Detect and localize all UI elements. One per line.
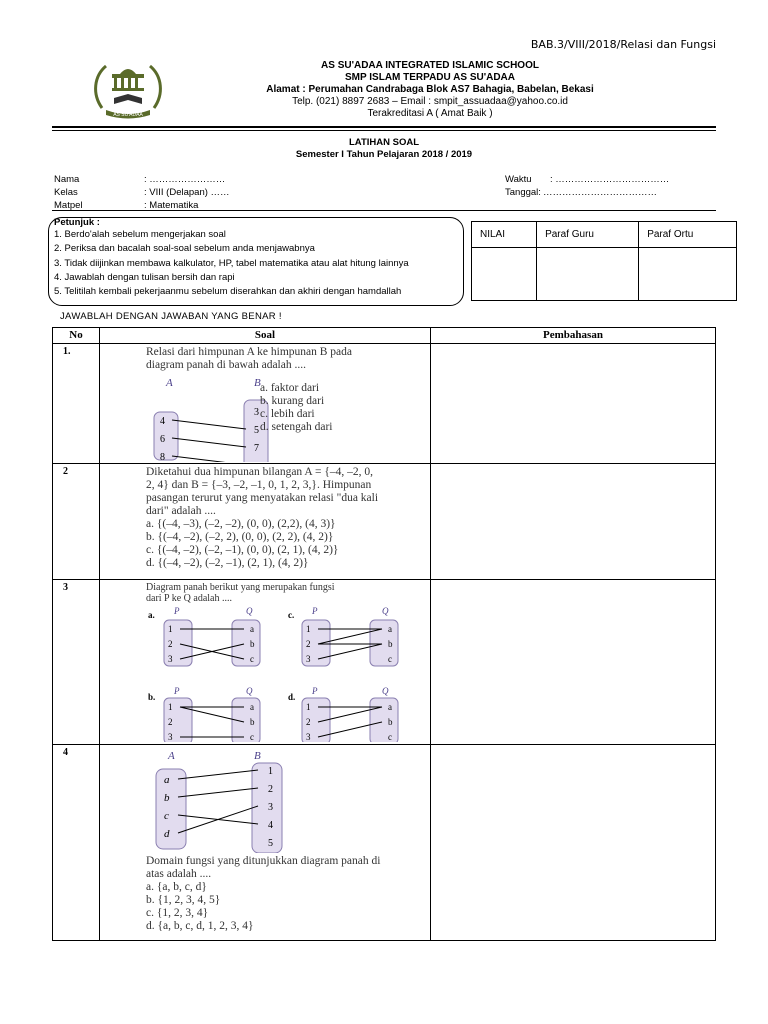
option: a. {a, b, c, d}	[146, 881, 207, 893]
option: d. {a, b, c, d, 1, 2, 3, 4}	[146, 920, 254, 932]
semester-line: Semester I Tahun Pelajaran 2018 / 2019	[295, 149, 473, 160]
petunjuk-item: 4. Jawablah dengan tulisan bersih dan rapi	[54, 272, 235, 283]
relation-arrows	[178, 770, 258, 833]
school-logo	[90, 58, 166, 122]
book-icon	[114, 94, 142, 104]
fields-rule	[52, 210, 716, 211]
school-accreditation: Terakreditasi A ( Amat Baik )	[367, 108, 493, 119]
question-text: 2, 4} dan B = {–3, –2, –1, 0, 1, 2, 3,}. Himpunan	[146, 479, 372, 491]
petunjuk-item: 2. Periksa dan bacalah soal-soal sebelum anda menjawabnya	[54, 243, 315, 254]
question-row	[53, 464, 716, 580]
question-text: Diketahui dua himpunan bilangan A = {–4, –2, 0,	[146, 466, 373, 478]
question-number: 3	[53, 580, 100, 745]
diagram-label: a.	[148, 610, 155, 620]
option: a. faktor dari	[260, 382, 320, 394]
svg-text:3: 3	[268, 802, 273, 813]
set-b-item: 5	[254, 425, 259, 436]
waktu-field[interactable]: : ………………………………	[550, 174, 670, 185]
school-name-1: AS SU'ADAA INTEGRATED ISLAMIC SCHOOL	[321, 60, 539, 71]
petunjuk-item: 3. Tidak diijinkan membawa kalkulator, HP, tabel matematika atau alat hitung lainnya	[54, 258, 409, 269]
svg-text:3: 3	[306, 732, 311, 742]
option: a. {(–4, –3), (–2, –2), (0, 0), (2,2), (4, 3)}	[146, 518, 336, 530]
kelas-label: Kelas	[54, 187, 78, 198]
school-name-2: SMP ISLAM TERPADU AS SU'ADAA	[345, 72, 515, 83]
header-rule	[52, 126, 716, 128]
nilai-header: NILAI	[472, 222, 537, 248]
kelas-field[interactable]: : VIII (Delapan) ……	[144, 187, 230, 198]
set-a-label: A	[168, 750, 175, 762]
no-header: No	[53, 328, 100, 344]
svg-text:3: 3	[306, 654, 311, 664]
svg-text:d: d	[164, 828, 170, 840]
question-number: 2	[53, 464, 100, 580]
svg-text:b: b	[250, 717, 255, 727]
waktu-label: Waktu	[505, 174, 532, 185]
svg-text:1: 1	[268, 766, 273, 777]
question-text: dari" adalah ....	[146, 505, 216, 517]
mosque-icon	[112, 69, 144, 91]
paraf-guru-cell[interactable]	[537, 248, 639, 301]
diagram-label: b.	[148, 692, 156, 702]
nama-label: Nama	[54, 174, 80, 185]
paraf-guru-header: Paraf Guru	[537, 222, 639, 248]
option: b. {1, 2, 3, 4, 5}	[146, 894, 221, 906]
tanggal-field[interactable]: ………………………………	[543, 187, 657, 198]
question-content	[100, 580, 431, 745]
option: b. {(–4, –2), (–2, 2), (0, 0), (2, 2), (4, 2)}	[146, 531, 334, 543]
set-b-item: 7	[254, 443, 259, 454]
question-content	[100, 464, 431, 580]
relation-arrows	[172, 420, 246, 462]
pembahasan-cell[interactable]	[431, 745, 716, 941]
svg-text:a: a	[388, 624, 392, 634]
svg-text:5: 5	[268, 838, 273, 849]
svg-text:1: 1	[306, 624, 311, 634]
question-text: Domain fungsi yang ditunjukkan diagram panah di	[146, 855, 381, 867]
svg-text:4: 4	[268, 820, 273, 831]
score-table	[471, 221, 737, 301]
paraf-ortu-header: Paraf Ortu	[639, 222, 737, 248]
set-a-oval	[156, 769, 186, 849]
paraf-ortu-cell[interactable]	[639, 248, 737, 301]
svg-text:2: 2	[306, 717, 311, 727]
question-text: Diagram panah berikut yang merupakan fungsi	[146, 582, 335, 593]
svg-text:3: 3	[168, 654, 173, 664]
question-text: dari P ke Q adalah ....	[146, 593, 232, 604]
worksheet-title: LATIHAN SOAL	[348, 137, 419, 148]
set-b-item	[254, 461, 259, 462]
pembahasan-cell[interactable]	[431, 344, 716, 464]
set-b-label: B	[254, 377, 261, 389]
set-a-oval	[154, 412, 178, 460]
pembahasan-cell[interactable]	[431, 464, 716, 580]
petunjuk-heading: Petunjuk :	[54, 217, 100, 228]
nama-field[interactable]: : ……………………	[144, 174, 226, 185]
q3-diagrams	[146, 606, 426, 742]
svg-text:1: 1	[306, 702, 311, 712]
question-number: 1.	[53, 344, 100, 464]
question-table	[52, 327, 716, 941]
svg-text:c: c	[250, 654, 254, 664]
set-a-item: 8	[160, 452, 165, 462]
matpel-field[interactable]: : Matematika	[144, 200, 199, 211]
question-text: diagram panah di bawah adalah ....	[146, 359, 306, 371]
soal-header: Soal	[100, 328, 431, 344]
svg-text:P: P	[174, 686, 180, 696]
set-b-item: 3	[254, 407, 259, 418]
set-a-item: 6	[160, 434, 165, 445]
option: c. lebih dari	[260, 408, 315, 420]
svg-text:P: P	[312, 686, 318, 696]
document-code: BAB.3/VIII/2018/Relasi dan Fungsi	[530, 38, 716, 51]
diagram-label: c.	[288, 610, 295, 620]
svg-text:c: c	[388, 654, 392, 664]
question-text: atas adalah ....	[146, 868, 212, 880]
svg-text:2: 2	[168, 639, 173, 649]
question-content	[100, 745, 431, 941]
question-row	[53, 344, 716, 464]
svg-text:Q: Q	[382, 686, 389, 696]
svg-text:a: a	[250, 702, 254, 712]
svg-text:a: a	[164, 774, 170, 786]
tanggal-label: Tanggal:	[505, 187, 541, 198]
svg-text:b: b	[164, 792, 170, 804]
svg-text:2: 2	[268, 784, 273, 795]
school-phone: Telp. (021) 8897 2683 – Email : smpit_assuadaa@yahoo.co.id	[292, 96, 568, 107]
petunjuk-item: 5. Telitilah kembali pekerjaanmu sebelum diserahkan dan akhiri dengan hamdallah	[54, 286, 402, 297]
diagram-label: d.	[288, 692, 296, 702]
svg-text:a: a	[250, 624, 254, 634]
svg-text:c: c	[164, 810, 169, 822]
option: d. {(–4, –2), (–2, –1), (2, 1), (4, 2)}	[146, 557, 309, 569]
set-b-oval	[252, 763, 282, 853]
svg-text:P: P	[312, 606, 318, 616]
matpel-label: Matpel	[54, 200, 83, 211]
set-p-label: P	[174, 606, 180, 616]
set-a-item: 4	[160, 416, 165, 427]
question-text: pasangan terurut yang menyatakan relasi "dua kali	[146, 492, 379, 504]
school-address: Alamat : Perumahan Candrabaga Blok AS7 Bahagia, Babelan, Bekasi	[266, 84, 594, 95]
petunjuk-item: 1. Berdo'alah sebelum mengerjakan soal	[54, 229, 226, 240]
svg-text:b: b	[388, 717, 393, 727]
arrow-diagram	[148, 749, 298, 853]
question-text: Relasi dari himpunan A ke himpunan B pada	[146, 346, 353, 358]
pembahasan-header: Pembahasan	[431, 328, 716, 344]
svg-text:a: a	[388, 702, 392, 712]
header-rule-thin	[52, 130, 716, 131]
svg-text:Q: Q	[382, 606, 389, 616]
svg-text:1: 1	[168, 624, 173, 634]
question-number: 4	[53, 745, 100, 941]
question-content	[100, 344, 431, 464]
svg-text:1: 1	[168, 702, 173, 712]
svg-text:b: b	[388, 639, 393, 649]
svg-text:c: c	[388, 732, 392, 742]
svg-text:3: 3	[168, 732, 173, 742]
set-b-label: B	[254, 750, 261, 762]
option: d. setengah dari	[260, 421, 333, 433]
question-row	[53, 745, 716, 941]
option: c. {1, 2, 3, 4}	[146, 907, 209, 919]
question-row	[53, 580, 716, 745]
set-q-label: Q	[246, 606, 253, 616]
answer-instruction: JAWABLAH DENGAN JAWABAN YANG BENAR !	[60, 311, 282, 322]
set-a-label: A	[166, 377, 173, 389]
pembahasan-cell[interactable]	[431, 580, 716, 745]
svg-text:2: 2	[306, 639, 311, 649]
svg-text:c: c	[250, 732, 254, 742]
option: b. kurang dari	[260, 395, 325, 407]
svg-text:Q: Q	[246, 686, 253, 696]
logo-text: AS SU'ADAA	[113, 112, 143, 118]
svg-text:b: b	[250, 639, 255, 649]
nilai-cell[interactable]	[472, 248, 537, 301]
option: c. {(–4, –2), (–2, –1), (0, 0), (2, 1), (4, 2)}	[146, 544, 339, 556]
svg-text:2: 2	[168, 717, 173, 727]
